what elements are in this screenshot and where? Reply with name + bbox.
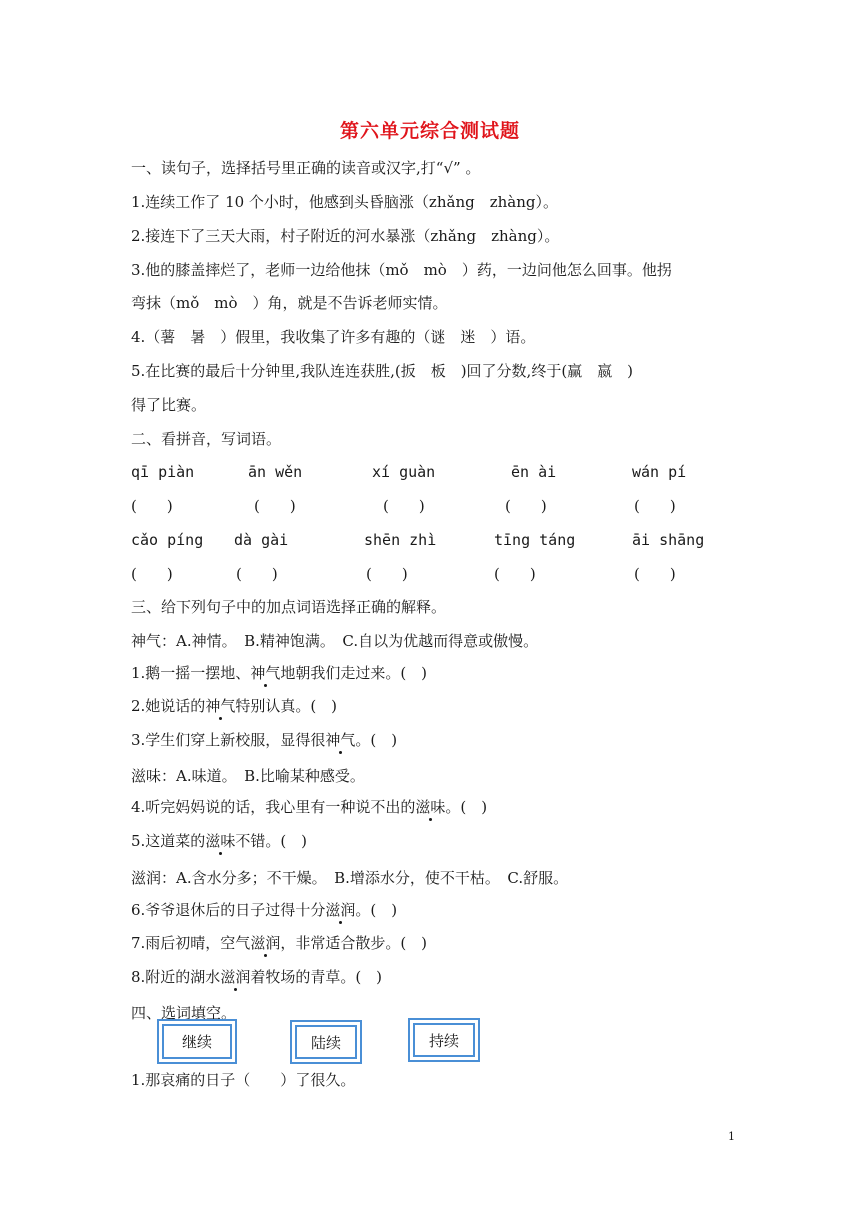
section-3-heading: 三、给下列句子中的加点词语选择正确的解释。: [131, 598, 447, 616]
word-option-box: [290, 1020, 362, 1064]
question-text: 8.附近的湖水: [131, 968, 221, 986]
word-option: 持续: [413, 1023, 475, 1057]
answer-blank[interactable]: ( ): [634, 497, 676, 515]
answer-blank[interactable]: ( ): [131, 497, 173, 515]
page-title: 第六单元综合测试题: [339, 120, 520, 142]
pinyin-item: cǎo píng: [131, 531, 204, 549]
question-1-1: 1.连续工作了 10 个小时，他感到头昏脑涨（zhǎng zhàng）。: [131, 193, 558, 211]
question-3-7: [131, 933, 427, 953]
dotted-word: 滋润: [220, 968, 251, 986]
answer-blank[interactable]: ( ): [236, 565, 278, 583]
definition-ziwei: 滋味：A.味道。 B.比喻某种感受。: [131, 767, 365, 785]
answer-blank[interactable]: ( ): [254, 497, 296, 515]
dotted-word: 神气: [250, 664, 281, 682]
question-text: 4.听完妈妈说的话，我心里有一种说不出的: [131, 798, 416, 816]
question-1-2: 2.接连下了三天大雨，村子附近的河水暴涨（zhǎng zhàng）。: [131, 227, 560, 245]
question-text: 。( ): [355, 731, 398, 749]
question-text: 1.鹅一摇一摆地、: [131, 664, 251, 682]
pinyin-item: ēn ài: [511, 463, 557, 481]
pinyin-item: wán pí: [632, 463, 687, 481]
pinyin-item: dà gài: [234, 531, 289, 549]
question-3-5: [131, 831, 307, 851]
question-4-1: 1.那哀痛的日子（ ）了很久。: [131, 1071, 356, 1089]
question-1-3-line-1: 3.他的膝盖摔烂了，老师一边给他抹（mǒ mò ）药，一边问他怎么回事。他拐: [131, 261, 672, 279]
question-text: 7.雨后初晴，空气: [131, 934, 251, 952]
question-text: ，非常适合散步。( ): [280, 934, 428, 952]
dotted-word: 神气: [325, 731, 356, 749]
answer-blank[interactable]: ( ): [494, 565, 536, 583]
pinyin-item: ān wěn: [248, 463, 303, 481]
answer-blank[interactable]: ( ): [505, 497, 547, 515]
question-1-4: 4.（薯 暑 ）假里，我收集了许多有趣的（谜 迷 ）语。: [131, 328, 536, 346]
question-1-5-line-2: 得了比赛。: [131, 396, 207, 414]
pinyin-item: qī piàn: [131, 463, 195, 481]
dotted-word: 神气: [205, 697, 236, 715]
dotted-word: 滋味: [415, 798, 446, 816]
word-option: 陆续: [295, 1025, 357, 1059]
pinyin-item: xí guàn: [372, 463, 436, 481]
pinyin-item: tīng táng: [494, 531, 576, 549]
question-text: 2.她说话的: [131, 697, 206, 715]
pinyin-item: āi shāng: [632, 531, 705, 549]
question-text: 6.爷爷退休后的日子过得十分: [131, 901, 326, 919]
pinyin-item: shēn zhì: [364, 531, 437, 549]
definition-shenqi: 神气：A.神情。 B.精神饱满。 C.自以为优越而得意或傲慢。: [131, 632, 539, 650]
answer-blank[interactable]: ( ): [634, 565, 676, 583]
word-option-box: [408, 1018, 480, 1062]
page-number: 1: [728, 1130, 735, 1143]
question-3-6: [131, 900, 397, 920]
answer-blank[interactable]: ( ): [366, 565, 408, 583]
question-text: 地朝我们走过来。( ): [280, 664, 428, 682]
question-text: 着牧场的青草。( ): [250, 968, 383, 986]
question-text: 3.学生们穿上新校服，显得很: [131, 731, 326, 749]
question-3-2: [131, 696, 337, 716]
dotted-word: 滋润: [325, 901, 356, 919]
question-3-3: [131, 730, 397, 750]
question-text: 。( ): [355, 901, 398, 919]
section-2-heading: 二、看拼音，写词语。: [131, 430, 282, 448]
question-3-4: [131, 797, 487, 817]
question-text: 不错。( ): [235, 832, 308, 850]
section-4-heading: 四、选词填空。: [131, 1004, 237, 1022]
question-text: 特别认真。( ): [235, 697, 338, 715]
section-1-heading: 一、读句子，选择括号里正确的读音或汉字,打“√” 。: [131, 159, 481, 177]
question-3-8: [131, 967, 382, 987]
question-text: 。( ): [445, 798, 488, 816]
word-option: 继续: [162, 1024, 232, 1059]
word-option-box: [157, 1019, 237, 1064]
answer-blank[interactable]: ( ): [383, 497, 425, 515]
definition-zirun: 滋润：A.含水分多；不干燥。 B.增添水分，使不干枯。 C.舒服。: [131, 869, 569, 887]
question-text: 5.这道菜的: [131, 832, 206, 850]
question-3-1: [131, 663, 427, 683]
answer-blank[interactable]: ( ): [131, 565, 173, 583]
dotted-word: 滋润: [250, 934, 281, 952]
question-1-3-line-2: 弯抹（mǒ mò ）角，就是不告诉老师实情。: [131, 294, 448, 312]
question-1-5-line-1: 5.在比赛的最后十分钟里,我队连连获胜,(扳 板 )回了分数,终于(赢 嬴 ): [131, 362, 634, 380]
dotted-word: 滋味: [205, 832, 236, 850]
